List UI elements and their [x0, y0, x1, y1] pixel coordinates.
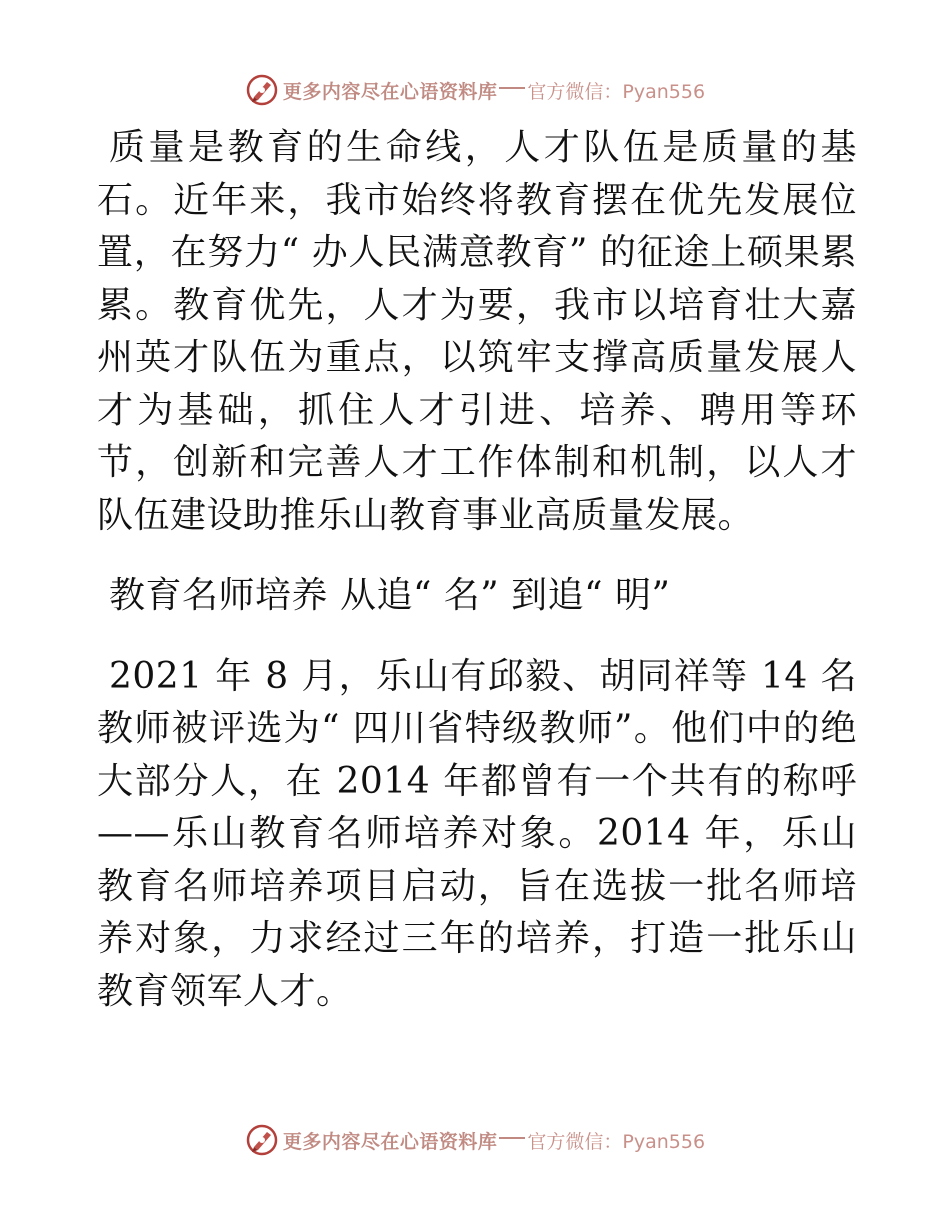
document-body	[97, 122, 857, 1018]
pen-logo-icon	[245, 73, 279, 107]
paragraph-intro: 质量是教育的生命线，人才队伍是质量的基石。近年来，我市始终将教育摆在优先发展位置，在努力“ 办人民满意教育” 的征途上硕果累累。教育优先，人才为要，我市以培育壮大嘉州英才队伍为重点，以筑牢支撑高质量发展人才为基础，抓住人才引进、培养、聘用等环节，创新和完善人才工作体制和机制，以人才队伍建设助推乐山教育事业高质量发展。	[97, 127, 857, 536]
pen-logo-icon	[245, 1123, 279, 1157]
watermark-footer	[0, 1122, 950, 1158]
watermark-main-text: 更多内容尽在心语资料库	[282, 80, 498, 103]
watermark-separator	[499, 1137, 525, 1139]
watermark-separator	[499, 87, 525, 89]
section-heading: 教育名师培养 从追“ 名” 到追“ 明”	[109, 575, 671, 616]
watermark-header	[0, 72, 950, 108]
watermark-main-text: 更多内容尽在心语资料库	[282, 1130, 498, 1153]
watermark-sub-text: 官方微信：Pyan556	[527, 80, 706, 103]
paragraph-teachers: 2021 年 8 月，乐山有邱毅、胡同祥等 14 名教师被评选为“ 四川省特级教师”。他们中的绝大部分人，在 2014 年都曾有一个共有的称呼——乐山教育名师培养对象。2014 年，乐山教育名师培养项目启动，旨在选拔一批名师培养对象，力求经过三年的培养，打造一批乐山教育领军人才。	[97, 655, 857, 1012]
watermark-sub-text: 官方微信：Pyan556	[527, 1130, 706, 1153]
